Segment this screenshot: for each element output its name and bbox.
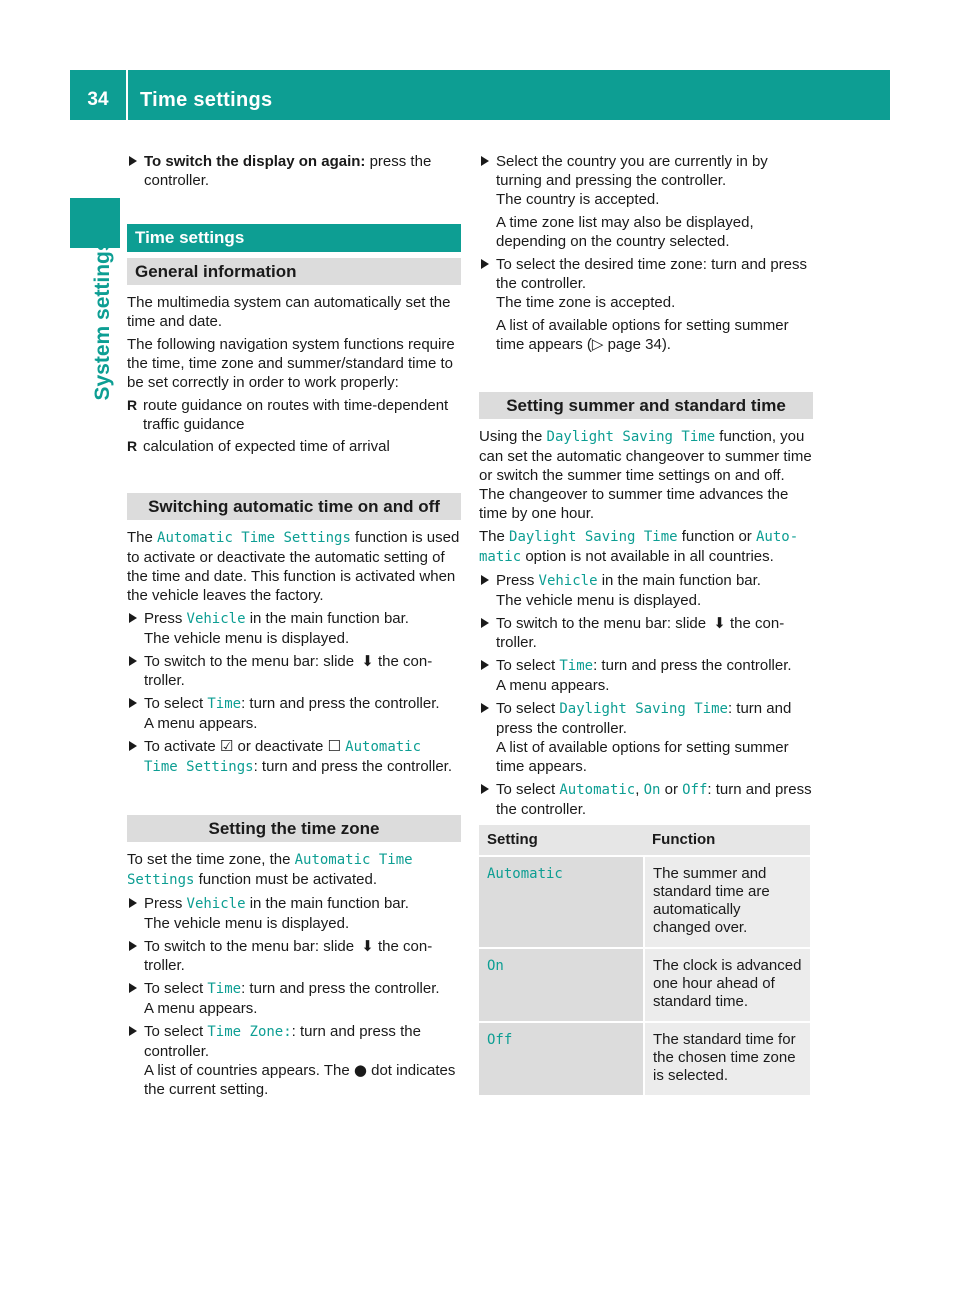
menu-term: Time bbox=[559, 658, 594, 674]
page-title: Time settings bbox=[140, 89, 273, 111]
paragraph: The multimedia system can automatically set the time and date. bbox=[127, 294, 451, 330]
table-header-setting: Setting bbox=[479, 825, 644, 856]
table-header-row bbox=[479, 825, 810, 856]
paragraph: To set the time zone, the Automatic Time Settings function must be activated. bbox=[127, 851, 413, 888]
step-text: press the controller. bbox=[144, 153, 432, 189]
instruction-step: To select Time: turn and press the controller. A menu appears. bbox=[479, 656, 813, 695]
settings-table bbox=[479, 825, 810, 1095]
table-row bbox=[479, 1022, 810, 1095]
bullet-icon: R bbox=[127, 397, 138, 413]
menu-term: Time Zone: bbox=[207, 1024, 292, 1040]
instruction-step: To select Automatic, On or Off: turn and press the controller. bbox=[479, 780, 813, 819]
instruction-step: To activate ☑ or deactivate ☐ Automatic Time Settings: turn and press the controller. bbox=[127, 737, 461, 777]
list-item: R route guidance on routes with time-dependent traffic guidance bbox=[127, 397, 449, 433]
menu-term: Off bbox=[682, 782, 708, 798]
step-result: A list of available options for setting summer time appears (▷ page 34). bbox=[496, 317, 789, 353]
instruction-step: To switch to the menu bar: slide ⬇ the controller. bbox=[127, 652, 461, 690]
menu-term: On bbox=[643, 782, 661, 798]
instruction-step bbox=[127, 152, 461, 190]
table-cell: The standard time for the chosen time zone is selected. bbox=[644, 1022, 810, 1095]
menu-term: Daylight Saving Time bbox=[559, 701, 728, 717]
menu-term: Automatic bbox=[479, 529, 799, 565]
menu-term: Daylight Saving Time bbox=[509, 529, 678, 545]
table-header-function: Function bbox=[644, 825, 810, 856]
instruction-step: Select the country you are currently in by turning and pressing the controller. The country is accepted. bbox=[479, 152, 813, 209]
instruction-step: Press Vehicle in the main function bar. The vehicle menu is displayed. bbox=[479, 571, 813, 610]
header-divider bbox=[126, 70, 128, 120]
bullet-icon: R bbox=[127, 438, 138, 454]
left-column bbox=[127, 152, 461, 1103]
paragraph: The Daylight Saving Time function or Automatic option is not available in all countries. bbox=[479, 528, 799, 565]
right-column bbox=[479, 152, 813, 1095]
step-result: A time zone list may also be displayed, depending on the country selected. bbox=[496, 214, 754, 250]
paragraph: The Automatic Time Settings function is used to activate or deactivate the automatic setting of the time and date. This function is activated when the vehicle leaves the factory. bbox=[127, 529, 460, 604]
instruction-step: To select Time: turn and press the controller. A menu appears. bbox=[127, 694, 461, 733]
setting-automatic: Automatic bbox=[487, 866, 563, 882]
instruction-step: Press Vehicle in the main function bar. The vehicle menu is displayed. bbox=[127, 894, 461, 933]
menu-term: Vehicle bbox=[186, 896, 246, 912]
menu-term: Automatic Time Settings bbox=[157, 530, 351, 546]
instruction-step: Press Vehicle in the main function bar. The vehicle menu is displayed. bbox=[127, 609, 461, 648]
step-bold: To switch the display on again: bbox=[144, 153, 366, 170]
subheading-summer-standard-time: Setting summer and standard time bbox=[479, 392, 813, 419]
subheading-automatic-time: Switching automatic time on and off bbox=[127, 493, 461, 520]
paragraph: The following navigation system functions require the time, time zone and summer/standard time to be set correctly in order to work properly: bbox=[127, 336, 455, 391]
section-heading-time-settings: Time settings bbox=[127, 224, 461, 252]
paragraph: Using the Daylight Saving Time function, you can set the automatic changeover to summer time or switch the summer time settings on and off. The changeover to summer time advances the time by one hour. bbox=[479, 428, 812, 522]
menu-term: Automatic Time Settings bbox=[127, 852, 413, 888]
selected-dot-icon: ● bbox=[353, 1061, 367, 1079]
page-number: 34 bbox=[87, 89, 109, 110]
subheading-general-information: General information bbox=[127, 258, 461, 285]
table-cell: The summer and standard time are automatically changed over. bbox=[644, 856, 810, 948]
menu-term: Daylight Saving Time bbox=[546, 429, 716, 445]
setting-off: Off bbox=[487, 1032, 513, 1048]
menu-term: Automatic Time Settings bbox=[144, 739, 422, 775]
checkbox-empty-icon: ☐ bbox=[327, 737, 341, 755]
checkbox-checked-icon: ☑ bbox=[219, 737, 234, 755]
instruction-step: To switch to the menu bar: slide ⬇ the controller. bbox=[479, 614, 813, 652]
table-row bbox=[479, 948, 810, 1022]
instruction-step: To select Time: turn and press the controller. A menu appears. bbox=[127, 979, 461, 1018]
menu-term: Vehicle bbox=[538, 573, 598, 589]
subheading-time-zone: Setting the time zone bbox=[127, 815, 461, 842]
menu-term: Automatic bbox=[559, 782, 636, 798]
table-cell: The clock is advanced one hour ahead of standard time. bbox=[644, 948, 810, 1022]
instruction-step: To select Daylight Saving Time: turn and press the controller. A list of available options for setting summer time appears. bbox=[479, 699, 813, 776]
section-side-label-text: System settings bbox=[91, 239, 114, 401]
setting-on: On bbox=[487, 958, 504, 974]
menu-term: Vehicle bbox=[186, 611, 246, 627]
section-side-label bbox=[88, 239, 118, 401]
list-item: R calculation of expected time of arrival bbox=[127, 438, 390, 455]
menu-term: Time bbox=[207, 696, 242, 712]
instruction-step: To select the desired time zone: turn and press the controller. The time zone is accepted. bbox=[479, 255, 813, 312]
instruction-step: To switch to the menu bar: slide ⬇ the controller. bbox=[127, 937, 461, 975]
menu-term: Time bbox=[207, 981, 242, 997]
instruction-step: To select Time Zone:: turn and press the controller. A list of countries appears. The ● dot indicates the current setting. bbox=[127, 1022, 461, 1099]
page-reference-icon: ▷ bbox=[591, 335, 604, 353]
table-row bbox=[479, 856, 810, 948]
